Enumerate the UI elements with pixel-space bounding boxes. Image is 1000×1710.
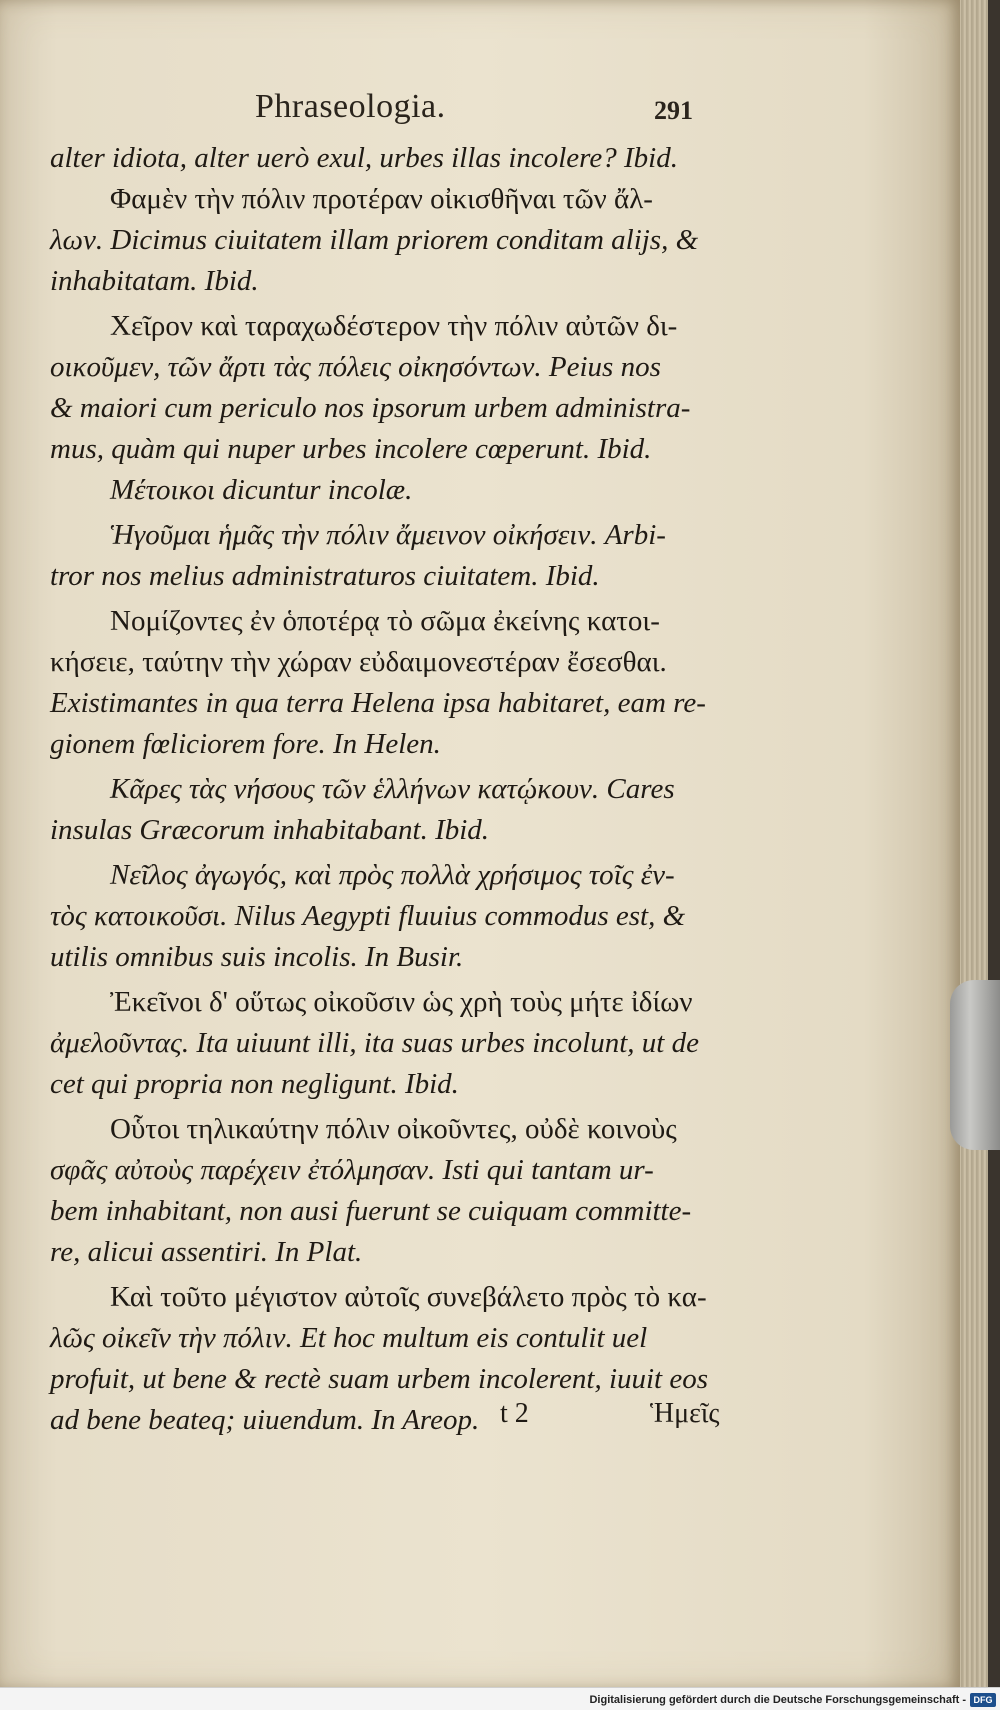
running-title: Phraseologia. — [255, 88, 446, 125]
text-line: gionem fœliciorem fore. In Helen. — [50, 728, 441, 760]
page-header — [0, 88, 960, 138]
text-line: insulas Græcorum inhabitabant. Ibid. — [50, 814, 490, 846]
page-number: 291 — [654, 96, 693, 125]
text-line: Κᾶρες τὰς νήσους τῶν ἑλλήνων κατῴκουν. Cares — [110, 773, 675, 805]
page-footer — [0, 1398, 960, 1438]
text-line: Χεῖρον καὶ ταραχωδέστερον τὴν πόλιν αὐτῶν δι- — [110, 310, 678, 342]
text-line: Καὶ τοῦτο μέγιστον αὐτοῖς συνεβάλετο πρὸς τὸ κα- — [110, 1281, 707, 1313]
text-line: Νομίζοντες ἐν ὁποτέρᾳ τὸ σῶμα ἐκείνης κατοι- — [110, 605, 660, 637]
signature-mark: t 2 — [500, 1398, 529, 1429]
text-line: mus, quàm qui nuper urbes incolere cœperunt. Ibid. — [50, 433, 652, 465]
text-line: & maiori cum periculo nos ipsorum urbem administra- — [50, 392, 691, 424]
text-line: bem inhabitant, non ausi fuerunt se cuiquam committe- — [50, 1195, 692, 1227]
text-line: σφᾶς αὐτοὺς παρέχειν ἐτόλμησαν. Isti qui tantam ur- — [50, 1154, 654, 1186]
text-line: Existimantes in qua terra Helena ipsa habitaret, eam re- — [50, 687, 706, 719]
text-line: ad bene beateq; uiuendum. In Areop. — [50, 1404, 480, 1436]
text-line: Ἡγοῦμαι ἡμᾶς τὴν πόλιν ἄμεινον οἰκήσειν. Arbi- — [110, 519, 666, 551]
text-line: profuit, ut bene & rectè suam urbem incolerent, iuuit eos — [50, 1363, 709, 1395]
text-line: λῶς οἰκεῖν τὴν πόλιν. Et hoc multum eis contulit uel — [50, 1322, 648, 1354]
text-line: utilis omnibus suis incolis. In Busir. — [50, 941, 464, 973]
scan-credit-bar — [0, 1687, 1000, 1710]
text-line: alter idiota, alter uerò exul, urbes illas incolere? Ibid. — [50, 142, 678, 174]
text-line: τὸς κατοικοῦσι. Nilus Aegypti fluuius commodus est, & — [50, 900, 686, 932]
text-line: inhabitatam. Ibid. — [50, 265, 259, 297]
text-line: κήσειε, ταύτην τὴν χώραν εὐδαιμονεστέραν ἔσεσθαι. — [50, 646, 667, 678]
text-line: Ἐκεῖνοι δ' οὕτως οἰκοῦσιν ὡς χρὴ τοὺς μήτε ἰδίων — [110, 986, 693, 1018]
page-clip — [950, 980, 1000, 1150]
catchword: Ἡμεῖς — [650, 1398, 720, 1429]
body-text — [50, 138, 740, 1441]
text-line: λων. Dicimus ciuitatem illam priorem conditam alijs, & — [50, 224, 699, 256]
text-line: Νεῖλος ἀγωγός, καὶ πρὸς πολλὰ χρήσιμος τοῖς ἐν- — [110, 859, 675, 891]
scan-credit-text: Digitalisierung gefördert durch die Deutsche Forschungsgemeinschaft - — [589, 1694, 966, 1706]
text-line: tror nos melius administraturos ciuitatem. Ibid. — [50, 560, 600, 592]
text-line: Οὗτοι τηλικαύτην πόλιν οἰκοῦντες, οὐδὲ κοινοὺς — [110, 1113, 677, 1145]
text-line: re, alicui assentiri. In Plat. — [50, 1236, 363, 1268]
text-line: ἀμελοῦντας. Ita uiuunt illi, ita suas urbes incolunt, ut de — [50, 1027, 699, 1059]
text-line: οικοῦμεν, τῶν ἄρτι τὰς πόλεις οἰκησόντων. Peius nos — [50, 351, 661, 383]
dfg-logo: DFG — [970, 1693, 996, 1707]
text-line: cet qui propria non negligunt. Ibid. — [50, 1068, 459, 1100]
text-line: Φαμὲν τὴν πόλιν προτέραν οἰκισθῆναι τῶν ἄλ- — [110, 183, 653, 215]
text-line: Μέτοικοι dicuntur incolæ. — [110, 474, 413, 506]
